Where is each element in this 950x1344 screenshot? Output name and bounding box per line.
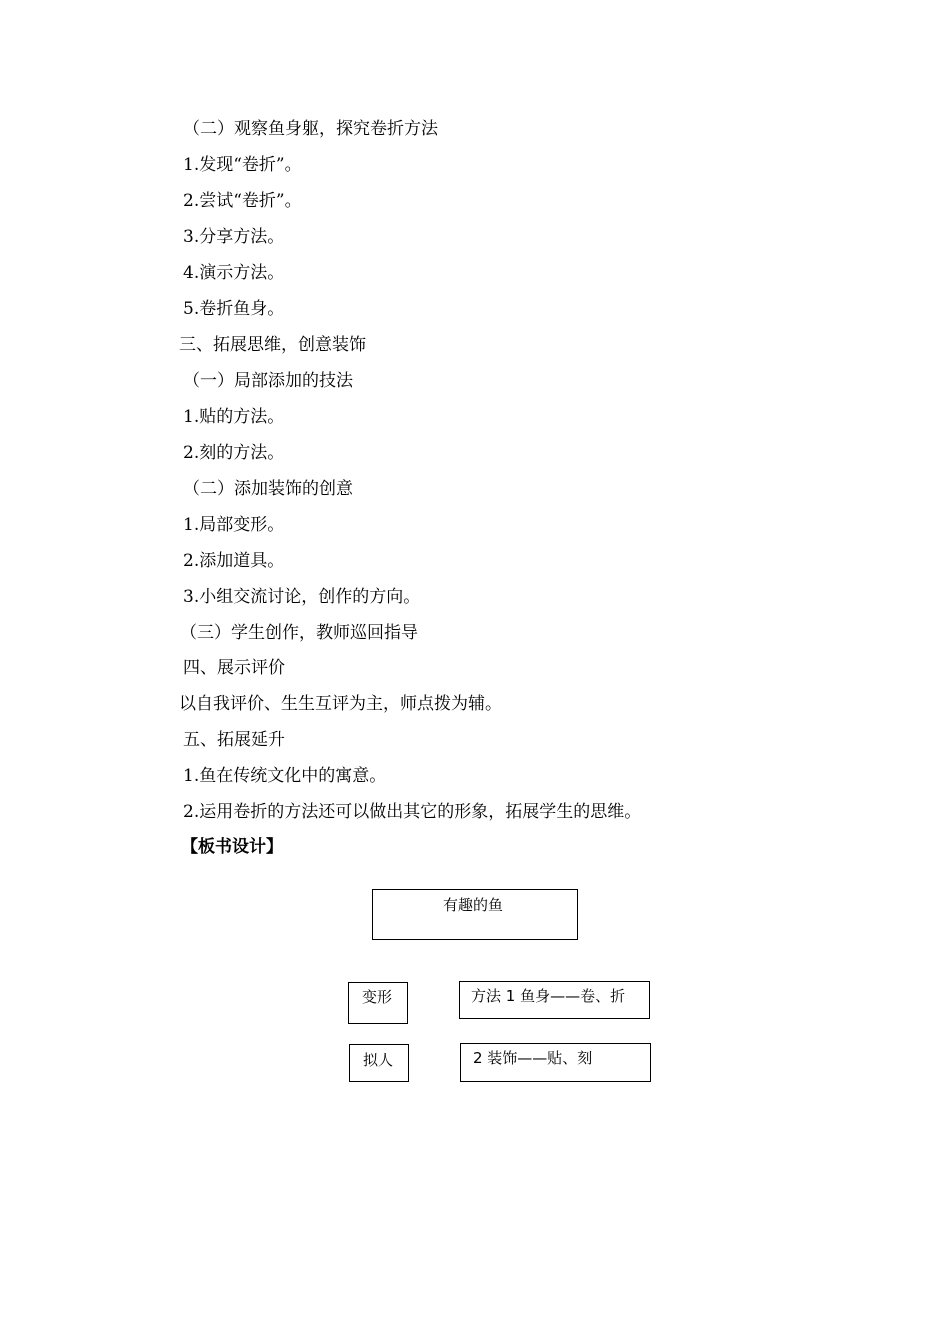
board-right-bottom-text: 2 装饰——贴、刻 xyxy=(473,1049,593,1067)
subsection-decoration-creativity: （二）添加装饰的创意 xyxy=(183,479,353,499)
list-item-local-deform: 1.局部变形。 xyxy=(183,515,285,535)
list-item-paste-method: 1.贴的方法。 xyxy=(183,407,285,427)
board-right-bottom-box xyxy=(460,1043,651,1082)
board-design-heading: 【板书设计】 xyxy=(181,837,283,857)
list-item-roll-other-images: 2.运用卷折的方法还可以做出其它的形象，拓展学生的思维。 xyxy=(183,802,642,822)
list-item-roll-fish-body: 5.卷折鱼身。 xyxy=(183,299,285,319)
board-left-top-text: 变形 xyxy=(362,988,393,1006)
list-item-carve-method: 2.刻的方法。 xyxy=(183,443,285,463)
board-right-top-text: 方法 1 鱼身——卷、折 xyxy=(471,987,626,1005)
section-three-extend-thinking: 三、拓展思维，创意装饰 xyxy=(179,335,366,355)
list-item-try-roll: 2.尝试“卷折”。 xyxy=(183,191,302,211)
board-title-box xyxy=(372,889,578,940)
list-item-demo-method: 4.演示方法。 xyxy=(183,263,285,283)
list-item-fish-meaning: 1.鱼在传统文化中的寓意。 xyxy=(183,766,387,786)
board-left-bottom-box xyxy=(349,1044,409,1082)
paragraph-evaluation: 以自我评价、生生互评为主，师点拨为辅。 xyxy=(179,694,502,714)
list-item-share-method: 3.分享方法。 xyxy=(183,227,285,247)
list-item-add-props: 2.添加道具。 xyxy=(183,551,285,571)
subsection-student-creation: （三）学生创作，教师巡回指导 xyxy=(180,623,418,643)
list-item-discover-roll: 1.发现“卷折”。 xyxy=(183,155,302,175)
board-title-text: 有趣的鱼 xyxy=(443,896,504,914)
board-left-bottom-text: 拟人 xyxy=(363,1051,394,1069)
list-item-group-discussion: 3.小组交流讨论，创作的方向。 xyxy=(183,587,421,607)
section-four-evaluation: 四、展示评价 xyxy=(183,658,285,678)
section-five-extension: 五、拓展延升 xyxy=(183,730,285,750)
section-observe-fish-body: （二）观察鱼身躯，探究卷折方法 xyxy=(183,119,438,139)
subsection-local-add-technique: （一）局部添加的技法 xyxy=(183,371,353,391)
board-left-top-box xyxy=(348,982,408,1024)
board-right-top-box xyxy=(459,981,650,1019)
